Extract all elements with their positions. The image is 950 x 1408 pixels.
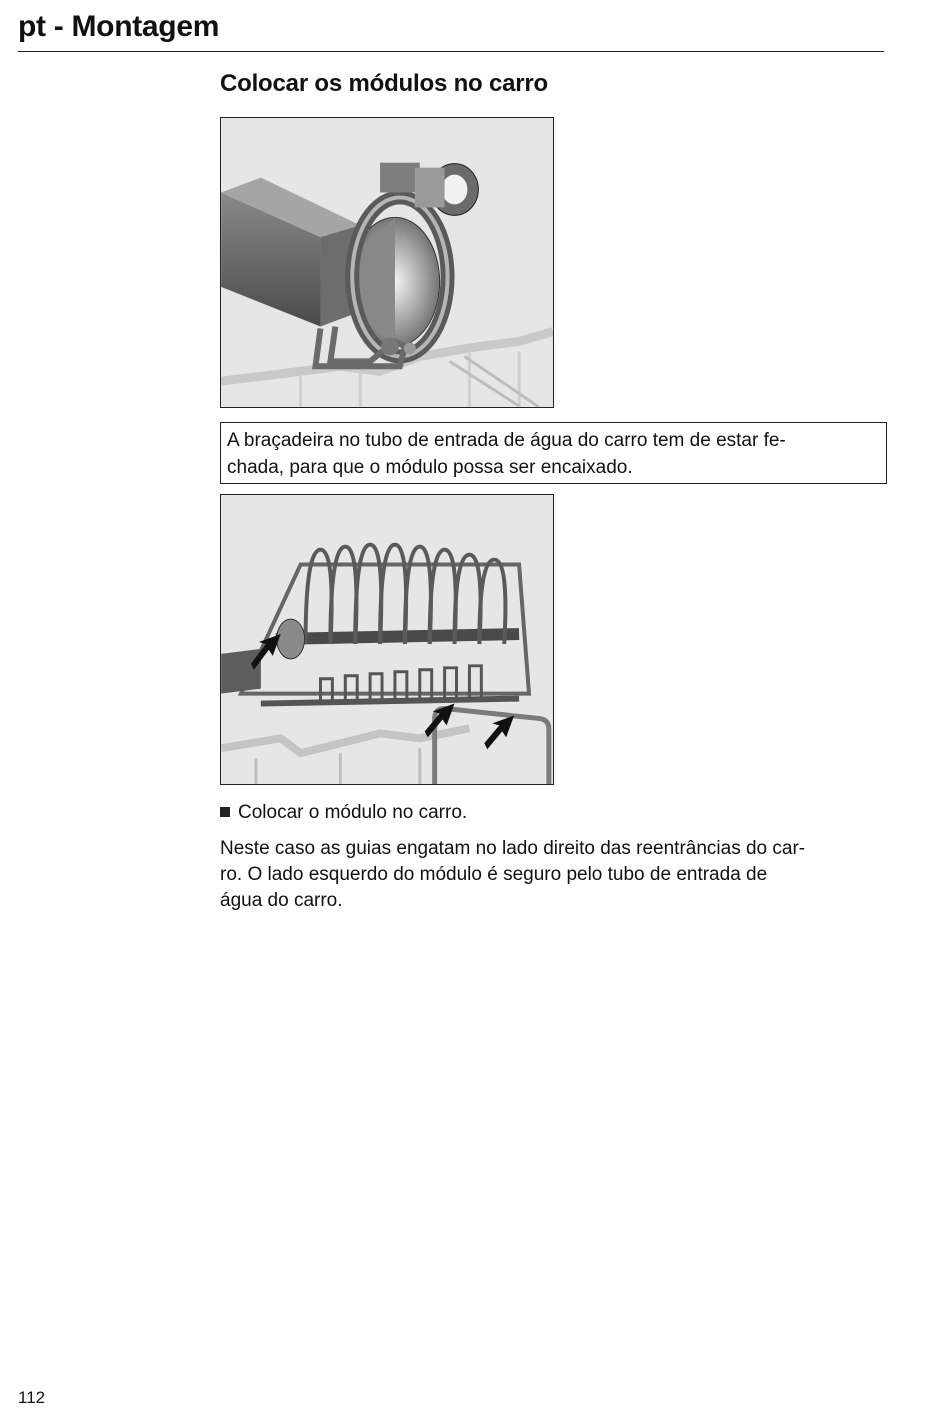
- note-box: [220, 422, 887, 484]
- paragraph-line-3: água do carro.: [220, 890, 343, 911]
- step-text: Colocar o módulo no carro.: [238, 802, 468, 823]
- explanation-paragraph: [220, 836, 890, 914]
- paragraph-line-1: Neste caso as guias engatam no lado direito das reentrâncias do car-: [220, 838, 806, 859]
- note-line-1: A braçadeira no tubo de entrada de água do carro tem de estar fe-: [227, 430, 786, 451]
- page-number: 112: [18, 1388, 46, 1407]
- module-illustration-svg: [221, 495, 553, 784]
- step-instruction: [220, 800, 467, 826]
- illustration-clamp: [220, 117, 554, 408]
- header-title: pt - Montagem: [18, 10, 220, 43]
- bullet-square-icon: [220, 807, 230, 817]
- note-line-2: chada, para que o módulo possa ser encaixado.: [227, 457, 633, 478]
- paragraph-line-2: ro. O lado esquerdo do módulo é seguro pelo tubo de entrada de: [220, 864, 768, 885]
- page-header: [18, 8, 884, 52]
- section-title: Colocar os módulos no carro: [220, 70, 548, 97]
- clamp-illustration-svg: [221, 118, 553, 407]
- illustration-module-cart: [220, 494, 554, 785]
